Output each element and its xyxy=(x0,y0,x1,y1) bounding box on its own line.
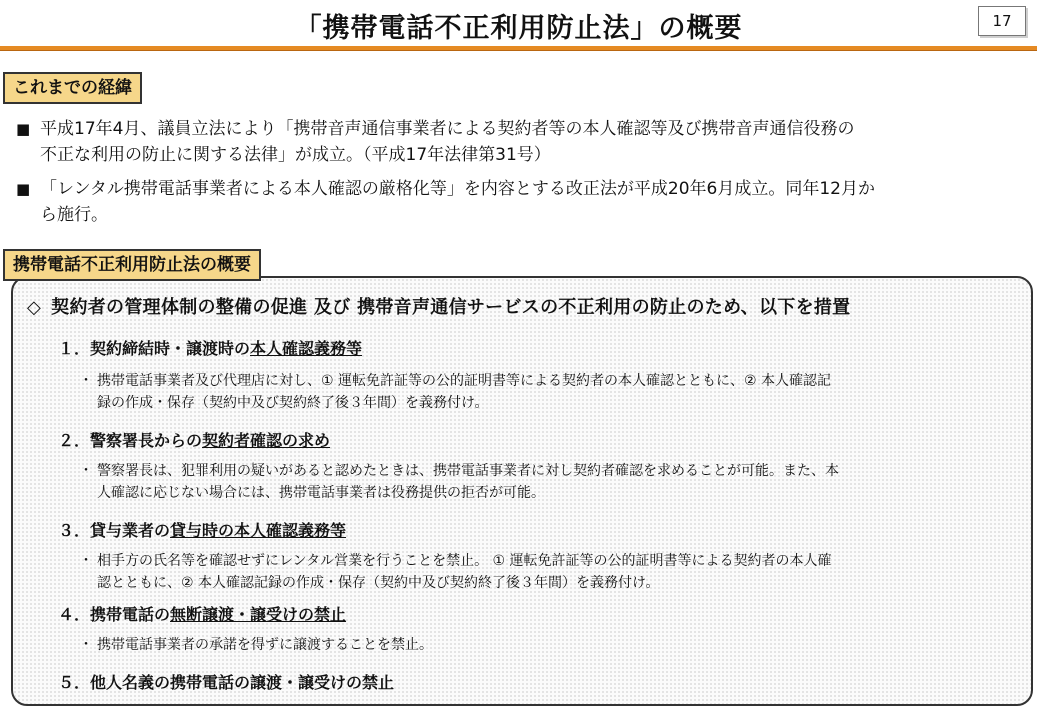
section-heading-overview: 携帯電話不正利用防止法の概要 xyxy=(3,249,261,281)
item-body-line: 人確認に応じない場合には、携帯電話事業者は役務提供の拒否が可能。 xyxy=(97,485,545,501)
list-item xyxy=(16,116,1026,168)
item-heading xyxy=(58,670,394,693)
background-bullet-list xyxy=(16,116,1026,236)
item-body-line: 認とともに、② 本人確認記録の作成・保存（契約中及び契約終了後３年間）を義務付け。 xyxy=(97,575,660,591)
overview-panel xyxy=(11,276,1033,706)
bullet-text-line: 「レンタル携帯電話事業者による本人確認の厳格化等」を内容とする改正法が平成20年6月成立。同年12月か xyxy=(40,179,875,199)
overview-lead-text: 契約者の管理体制の整備の促進 及び 携帯音声通信サービスの不正利用の防止のため、以下を措置 xyxy=(51,297,851,318)
item-body-line: 携帯電話事業者の承諾を得ずに譲渡することを禁止。 xyxy=(97,637,433,653)
page-title: 「携帯電話不正利用防止法」の概要 xyxy=(294,13,743,44)
item-number: ２． xyxy=(58,431,91,450)
page-number: 17 xyxy=(978,6,1026,36)
dot-bullet-icon: ・ xyxy=(79,553,93,569)
item-title: 他人名義の携帯電話の譲渡・譲受けの禁止 xyxy=(90,673,395,692)
item-body-line: 録の作成・保存（契約中及び契約終了後３年間）を義務付け。 xyxy=(97,395,489,411)
item-heading xyxy=(58,602,346,625)
item-body-line: 携帯電話事業者及び代理店に対し、① 運転免許証等の公的証明書等による契約者の本人確認とともに、② 本人確認記 xyxy=(97,373,831,389)
item-title-underlined: 貸与時の本人確認義務等 xyxy=(170,521,347,540)
item-body xyxy=(79,460,1021,504)
item-number: ３． xyxy=(58,521,91,540)
item-body-line: 警察署長は、犯罪利用の疑いがあると認めたときは、携帯電話事業者に対し契約者確認を求めることが可能。また、本 xyxy=(97,463,839,479)
item-body-line: 相手方の氏名等を確認せずにレンタル営業を行うことを禁止。 ① 運転免許証等の公的証明書等による契約者の本人確 xyxy=(97,553,832,569)
item-title: 契約締結時・譲渡時の xyxy=(90,339,251,358)
item-number: ５． xyxy=(58,673,91,692)
dot-bullet-icon: ・ xyxy=(79,373,93,389)
item-title-underlined: 本人確認義務等 xyxy=(250,339,363,358)
item-body xyxy=(79,370,1021,414)
header-divider xyxy=(0,46,1037,51)
dot-bullet-icon: ・ xyxy=(79,637,93,653)
item-heading xyxy=(58,336,362,359)
item-number: ４． xyxy=(58,605,91,624)
item-number: １． xyxy=(58,339,91,358)
item-title: 携帯電話の xyxy=(90,605,171,624)
section-heading-background: これまでの経緯 xyxy=(3,72,142,104)
square-bullet-icon: ■ xyxy=(16,180,31,198)
item-title-underlined: 契約者確認の求め xyxy=(202,431,331,450)
item-title: 貸与業者の xyxy=(90,521,171,540)
square-bullet-icon: ■ xyxy=(16,120,31,138)
item-title: 警察署長からの xyxy=(90,431,203,450)
item-heading xyxy=(58,428,330,451)
dot-bullet-icon: ・ xyxy=(79,463,93,479)
overview-lead xyxy=(27,293,850,319)
item-title-underlined: 無断譲渡・譲受けの禁止 xyxy=(170,605,347,624)
bullet-text-line: 平成17年4月、議員立法により「携帯音声通信事業者による契約者等の本人確認等及び携帯音声通信役務の xyxy=(40,119,855,139)
list-item xyxy=(16,176,1026,228)
item-body xyxy=(79,634,1021,656)
bullet-text-line: ら施行。 xyxy=(40,205,108,225)
item-heading xyxy=(58,518,346,541)
bullet-text-line: 不正な利用の防止に関する法律」が成立。（平成17年法律第31号） xyxy=(40,145,551,165)
diamond-icon: ◇ xyxy=(27,297,42,318)
item-body xyxy=(79,550,1021,594)
